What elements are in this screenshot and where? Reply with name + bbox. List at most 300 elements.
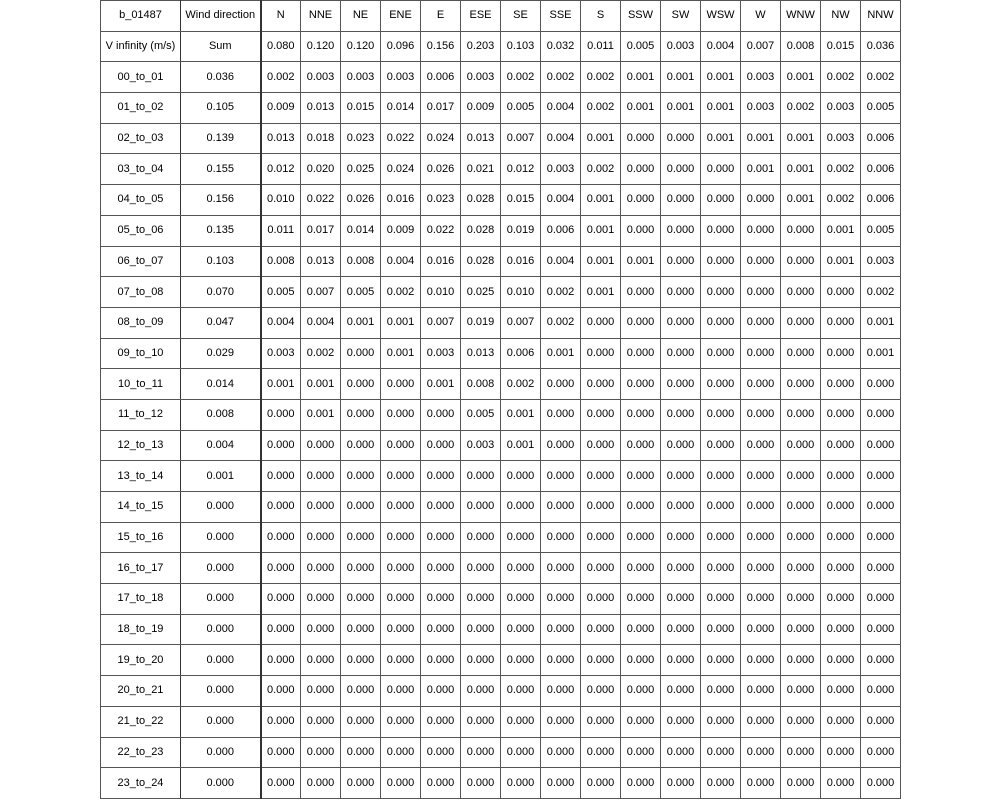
frequency-cell: 0.000 <box>621 461 661 492</box>
frequency-cell: 0.000 <box>781 369 821 400</box>
frequency-cell: 0.000 <box>461 676 501 707</box>
row-sum-cell: 0.105 <box>181 93 261 124</box>
table-row <box>101 246 901 277</box>
frequency-cell: 0.002 <box>861 62 901 93</box>
frequency-cell: 0.007 <box>501 123 541 154</box>
frequency-cell: 0.000 <box>501 522 541 553</box>
frequency-cell: 0.000 <box>821 461 861 492</box>
frequency-cell: 0.000 <box>741 277 781 308</box>
frequency-cell: 0.000 <box>781 553 821 584</box>
frequency-cell: 0.000 <box>581 768 621 799</box>
frequency-cell: 0.001 <box>701 123 741 154</box>
frequency-cell: 0.000 <box>501 768 541 799</box>
frequency-cell: 0.005 <box>501 93 541 124</box>
frequency-cell: 0.000 <box>861 430 901 461</box>
direction-header-n: N <box>261 1 301 32</box>
row-sum-cell: 0.000 <box>181 522 261 553</box>
frequency-cell: 0.000 <box>541 461 581 492</box>
frequency-cell: 0.001 <box>821 246 861 277</box>
frequency-cell: 0.010 <box>421 277 461 308</box>
speed-bin-label: 16_to_17 <box>101 553 181 584</box>
frequency-cell: 0.023 <box>341 123 381 154</box>
frequency-cell: 0.003 <box>421 338 461 369</box>
frequency-cell: 0.000 <box>381 430 421 461</box>
table-row <box>101 123 901 154</box>
table-row <box>101 584 901 615</box>
frequency-cell: 0.000 <box>581 522 621 553</box>
frequency-cell: 0.000 <box>741 185 781 216</box>
frequency-cell: 0.000 <box>741 584 781 615</box>
speed-bin-label: 11_to_12 <box>101 399 181 430</box>
frequency-cell: 0.000 <box>621 768 661 799</box>
frequency-cell: 0.000 <box>541 737 581 768</box>
frequency-cell: 0.014 <box>341 215 381 246</box>
frequency-cell: 0.000 <box>621 123 661 154</box>
frequency-cell: 0.000 <box>381 553 421 584</box>
direction-header-nne: NNE <box>301 1 341 32</box>
frequency-cell: 0.000 <box>341 522 381 553</box>
frequency-cell: 0.002 <box>821 154 861 185</box>
direction-header-nnw: NNW <box>861 1 901 32</box>
row-sum-cell: 0.008 <box>181 399 261 430</box>
frequency-cell: 0.004 <box>261 307 301 338</box>
row-sum-cell: 0.047 <box>181 307 261 338</box>
frequency-cell: 0.000 <box>421 430 461 461</box>
frequency-cell: 0.000 <box>861 614 901 645</box>
wind-direction-header: Wind direction <box>181 1 261 32</box>
frequency-cell: 0.000 <box>621 399 661 430</box>
frequency-cell: 0.002 <box>261 62 301 93</box>
frequency-cell: 0.000 <box>301 553 341 584</box>
row-sum-cell: 0.155 <box>181 154 261 185</box>
frequency-cell: 0.000 <box>661 369 701 400</box>
frequency-cell: 0.001 <box>741 123 781 154</box>
frequency-cell: 0.000 <box>541 553 581 584</box>
frequency-cell: 0.000 <box>301 645 341 676</box>
frequency-cell: 0.000 <box>381 706 421 737</box>
frequency-cell: 0.000 <box>661 614 701 645</box>
frequency-cell: 0.000 <box>501 584 541 615</box>
frequency-cell: 0.000 <box>381 768 421 799</box>
frequency-cell: 0.000 <box>781 338 821 369</box>
frequency-cell: 0.000 <box>381 645 421 676</box>
frequency-cell: 0.011 <box>261 215 301 246</box>
frequency-cell: 0.028 <box>461 215 501 246</box>
frequency-cell: 0.000 <box>341 614 381 645</box>
frequency-cell: 0.000 <box>741 399 781 430</box>
frequency-cell: 0.000 <box>581 737 621 768</box>
frequency-cell: 0.000 <box>741 737 781 768</box>
frequency-cell: 0.000 <box>421 768 461 799</box>
speed-bin-label: 04_to_05 <box>101 185 181 216</box>
frequency-cell: 0.000 <box>701 399 741 430</box>
frequency-cell: 0.000 <box>581 645 621 676</box>
frequency-cell: 0.028 <box>461 246 501 277</box>
frequency-cell: 0.000 <box>621 338 661 369</box>
frequency-cell: 0.001 <box>661 62 701 93</box>
frequency-cell: 0.000 <box>621 737 661 768</box>
frequency-cell: 0.026 <box>341 185 381 216</box>
frequency-cell: 0.001 <box>701 62 741 93</box>
row-sum-cell: 0.000 <box>181 676 261 707</box>
frequency-cell: 0.005 <box>261 277 301 308</box>
frequency-cell: 0.003 <box>301 62 341 93</box>
frequency-cell: 0.003 <box>461 430 501 461</box>
frequency-cell: 0.000 <box>581 492 621 523</box>
frequency-cell: 0.000 <box>421 461 461 492</box>
frequency-cell: 0.000 <box>461 492 501 523</box>
frequency-cell: 0.000 <box>621 185 661 216</box>
frequency-cell: 0.000 <box>861 492 901 523</box>
frequency-cell: 0.000 <box>501 461 541 492</box>
speed-bin-label: 06_to_07 <box>101 246 181 277</box>
frequency-cell: 0.000 <box>301 430 341 461</box>
frequency-cell: 0.025 <box>461 277 501 308</box>
frequency-cell: 0.000 <box>341 645 381 676</box>
frequency-cell: 0.000 <box>421 614 461 645</box>
frequency-cell: 0.002 <box>501 369 541 400</box>
frequency-cell: 0.000 <box>341 737 381 768</box>
frequency-cell: 0.000 <box>541 492 581 523</box>
direction-sum-nnw: 0.036 <box>861 31 901 62</box>
speed-bin-label: 10_to_11 <box>101 369 181 400</box>
frequency-cell: 0.000 <box>581 584 621 615</box>
frequency-cell: 0.000 <box>861 645 901 676</box>
frequency-cell: 0.000 <box>461 614 501 645</box>
frequency-cell: 0.000 <box>781 461 821 492</box>
frequency-cell: 0.000 <box>661 737 701 768</box>
frequency-cell: 0.000 <box>621 522 661 553</box>
frequency-cell: 0.000 <box>781 522 821 553</box>
frequency-cell: 0.000 <box>301 737 341 768</box>
table-row <box>101 307 901 338</box>
speed-bin-label: 12_to_13 <box>101 430 181 461</box>
frequency-cell: 0.000 <box>541 430 581 461</box>
table-row <box>101 706 901 737</box>
direction-header-e: E <box>421 1 461 32</box>
frequency-cell: 0.000 <box>301 584 341 615</box>
frequency-cell: 0.015 <box>341 93 381 124</box>
direction-sum-ene: 0.096 <box>381 31 421 62</box>
frequency-cell: 0.009 <box>461 93 501 124</box>
frequency-cell: 0.000 <box>781 737 821 768</box>
frequency-cell: 0.000 <box>821 584 861 615</box>
frequency-cell: 0.000 <box>701 369 741 400</box>
direction-header-sse: SSE <box>541 1 581 32</box>
direction-sum-sw: 0.003 <box>661 31 701 62</box>
frequency-cell: 0.007 <box>421 307 461 338</box>
frequency-cell: 0.001 <box>581 246 621 277</box>
direction-sum-se: 0.103 <box>501 31 541 62</box>
frequency-cell: 0.001 <box>581 277 621 308</box>
frequency-cell: 0.000 <box>501 553 541 584</box>
frequency-cell: 0.000 <box>661 553 701 584</box>
frequency-cell: 0.000 <box>701 706 741 737</box>
frequency-cell: 0.000 <box>341 768 381 799</box>
frequency-cell: 0.000 <box>701 614 741 645</box>
row-sum-cell: 0.014 <box>181 369 261 400</box>
frequency-cell: 0.000 <box>741 522 781 553</box>
frequency-cell: 0.000 <box>861 553 901 584</box>
frequency-cell: 0.000 <box>741 338 781 369</box>
frequency-cell: 0.000 <box>261 399 301 430</box>
frequency-cell: 0.005 <box>861 93 901 124</box>
frequency-cell: 0.001 <box>701 93 741 124</box>
frequency-cell: 0.000 <box>781 246 821 277</box>
frequency-cell: 0.018 <box>301 123 341 154</box>
frequency-cell: 0.000 <box>821 553 861 584</box>
frequency-cell: 0.000 <box>261 706 301 737</box>
frequency-cell: 0.002 <box>541 62 581 93</box>
frequency-cell: 0.017 <box>421 93 461 124</box>
frequency-cell: 0.000 <box>421 399 461 430</box>
frequency-cell: 0.000 <box>781 706 821 737</box>
frequency-cell: 0.000 <box>861 522 901 553</box>
frequency-cell: 0.000 <box>341 399 381 430</box>
frequency-cell: 0.013 <box>461 338 501 369</box>
frequency-cell: 0.014 <box>381 93 421 124</box>
frequency-cell: 0.000 <box>421 492 461 523</box>
frequency-cell: 0.007 <box>301 277 341 308</box>
frequency-cell: 0.001 <box>781 62 821 93</box>
table-id-cell: b_01487 <box>101 1 181 32</box>
direction-sum-nne: 0.120 <box>301 31 341 62</box>
direction-header-wsw: WSW <box>701 1 741 32</box>
frequency-cell: 0.000 <box>821 369 861 400</box>
frequency-cell: 0.002 <box>861 277 901 308</box>
frequency-cell: 0.000 <box>821 676 861 707</box>
frequency-cell: 0.000 <box>741 645 781 676</box>
table-row <box>101 93 901 124</box>
frequency-cell: 0.000 <box>581 461 621 492</box>
direction-sum-nw: 0.015 <box>821 31 861 62</box>
frequency-cell: 0.000 <box>861 676 901 707</box>
speed-bin-label: 01_to_02 <box>101 93 181 124</box>
table-row <box>101 154 901 185</box>
direction-sum-e: 0.156 <box>421 31 461 62</box>
frequency-cell: 0.000 <box>661 676 701 707</box>
frequency-cell: 0.000 <box>501 676 541 707</box>
frequency-cell: 0.021 <box>461 154 501 185</box>
frequency-cell: 0.000 <box>461 706 501 737</box>
frequency-cell: 0.000 <box>821 768 861 799</box>
frequency-cell: 0.000 <box>581 676 621 707</box>
frequency-cell: 0.000 <box>701 246 741 277</box>
frequency-cell: 0.000 <box>661 277 701 308</box>
frequency-cell: 0.001 <box>301 369 341 400</box>
frequency-cell: 0.013 <box>301 93 341 124</box>
frequency-cell: 0.006 <box>861 185 901 216</box>
frequency-cell: 0.000 <box>861 461 901 492</box>
frequency-cell: 0.028 <box>461 185 501 216</box>
frequency-cell: 0.003 <box>741 62 781 93</box>
sum-label: Sum <box>181 31 261 62</box>
frequency-cell: 0.000 <box>661 215 701 246</box>
frequency-cell: 0.015 <box>501 185 541 216</box>
frequency-cell: 0.000 <box>341 492 381 523</box>
frequency-cell: 0.000 <box>621 676 661 707</box>
frequency-cell: 0.002 <box>821 185 861 216</box>
frequency-cell: 0.000 <box>341 338 381 369</box>
frequency-cell: 0.001 <box>381 307 421 338</box>
frequency-cell: 0.000 <box>621 614 661 645</box>
frequency-cell: 0.000 <box>741 706 781 737</box>
frequency-cell: 0.000 <box>701 307 741 338</box>
frequency-cell: 0.004 <box>381 246 421 277</box>
frequency-cell: 0.005 <box>461 399 501 430</box>
frequency-cell: 0.000 <box>661 768 701 799</box>
frequency-cell: 0.000 <box>701 185 741 216</box>
frequency-cell: 0.000 <box>861 584 901 615</box>
frequency-cell: 0.000 <box>581 614 621 645</box>
frequency-cell: 0.000 <box>821 522 861 553</box>
frequency-cell: 0.003 <box>461 62 501 93</box>
table-body <box>101 1 901 799</box>
frequency-cell: 0.000 <box>621 154 661 185</box>
frequency-cell: 0.006 <box>501 338 541 369</box>
frequency-cell: 0.000 <box>581 706 621 737</box>
frequency-cell: 0.000 <box>541 706 581 737</box>
frequency-cell: 0.001 <box>341 307 381 338</box>
frequency-cell: 0.000 <box>381 614 421 645</box>
frequency-cell: 0.001 <box>581 215 621 246</box>
speed-bin-label: 08_to_09 <box>101 307 181 338</box>
frequency-cell: 0.022 <box>301 185 341 216</box>
frequency-cell: 0.006 <box>861 123 901 154</box>
frequency-cell: 0.002 <box>581 93 621 124</box>
frequency-cell: 0.000 <box>341 430 381 461</box>
frequency-cell: 0.025 <box>341 154 381 185</box>
speed-bin-label: 20_to_21 <box>101 676 181 707</box>
table-row <box>101 277 901 308</box>
frequency-cell: 0.000 <box>701 768 741 799</box>
frequency-cell: 0.000 <box>781 768 821 799</box>
frequency-cell: 0.013 <box>461 123 501 154</box>
frequency-cell: 0.000 <box>461 737 501 768</box>
frequency-cell: 0.000 <box>781 614 821 645</box>
frequency-cell: 0.000 <box>621 277 661 308</box>
direction-sum-sse: 0.032 <box>541 31 581 62</box>
frequency-cell: 0.000 <box>741 369 781 400</box>
frequency-cell: 0.002 <box>381 277 421 308</box>
frequency-cell: 0.000 <box>701 522 741 553</box>
frequency-cell: 0.000 <box>581 553 621 584</box>
row-sum-cell: 0.029 <box>181 338 261 369</box>
frequency-cell: 0.003 <box>741 93 781 124</box>
frequency-cell: 0.000 <box>301 522 341 553</box>
frequency-cell: 0.000 <box>301 614 341 645</box>
frequency-cell: 0.000 <box>301 492 341 523</box>
row-sum-cell: 0.001 <box>181 461 261 492</box>
direction-header-w: W <box>741 1 781 32</box>
frequency-cell: 0.000 <box>581 338 621 369</box>
speed-bin-label: 18_to_19 <box>101 614 181 645</box>
frequency-cell: 0.000 <box>341 461 381 492</box>
frequency-cell: 0.000 <box>701 154 741 185</box>
row-sum-cell: 0.000 <box>181 614 261 645</box>
frequency-cell: 0.000 <box>341 553 381 584</box>
frequency-cell: 0.000 <box>501 706 541 737</box>
frequency-cell: 0.001 <box>861 307 901 338</box>
v-infinity-label: V infinity (m/s) <box>101 31 181 62</box>
frequency-cell: 0.000 <box>581 399 621 430</box>
frequency-cell: 0.002 <box>301 338 341 369</box>
frequency-cell: 0.000 <box>301 676 341 707</box>
table-row <box>101 737 901 768</box>
speed-bin-label: 09_to_10 <box>101 338 181 369</box>
frequency-cell: 0.000 <box>621 706 661 737</box>
speed-bin-label: 00_to_01 <box>101 62 181 93</box>
frequency-cell: 0.000 <box>861 399 901 430</box>
frequency-cell: 0.000 <box>701 277 741 308</box>
frequency-cell: 0.000 <box>821 706 861 737</box>
frequency-cell: 0.000 <box>261 614 301 645</box>
frequency-cell: 0.007 <box>501 307 541 338</box>
frequency-cell: 0.000 <box>501 614 541 645</box>
row-sum-cell: 0.000 <box>181 645 261 676</box>
frequency-cell: 0.003 <box>861 246 901 277</box>
frequency-cell: 0.000 <box>621 553 661 584</box>
table-row <box>101 768 901 799</box>
frequency-cell: 0.000 <box>381 461 421 492</box>
frequency-cell: 0.000 <box>301 706 341 737</box>
frequency-cell: 0.001 <box>861 338 901 369</box>
frequency-cell: 0.000 <box>301 768 341 799</box>
frequency-cell: 0.003 <box>341 62 381 93</box>
frequency-cell: 0.000 <box>701 492 741 523</box>
frequency-cell: 0.000 <box>621 369 661 400</box>
frequency-cell: 0.001 <box>501 399 541 430</box>
frequency-cell: 0.000 <box>541 676 581 707</box>
frequency-cell: 0.000 <box>821 492 861 523</box>
frequency-cell: 0.000 <box>501 645 541 676</box>
frequency-cell: 0.000 <box>781 215 821 246</box>
frequency-cell: 0.000 <box>781 277 821 308</box>
frequency-cell: 0.004 <box>541 246 581 277</box>
header-row <box>101 1 901 32</box>
frequency-cell: 0.000 <box>861 737 901 768</box>
row-sum-cell: 0.000 <box>181 584 261 615</box>
frequency-cell: 0.000 <box>381 737 421 768</box>
frequency-cell: 0.000 <box>701 338 741 369</box>
row-sum-cell: 0.156 <box>181 185 261 216</box>
direction-sum-wsw: 0.004 <box>701 31 741 62</box>
frequency-cell: 0.001 <box>621 246 661 277</box>
direction-header-ene: ENE <box>381 1 421 32</box>
frequency-cell: 0.000 <box>781 307 821 338</box>
row-sum-cell: 0.000 <box>181 553 261 584</box>
table-row <box>101 185 901 216</box>
frequency-cell: 0.016 <box>421 246 461 277</box>
frequency-cell: 0.023 <box>421 185 461 216</box>
direction-header-s: S <box>581 1 621 32</box>
direction-sum-n: 0.080 <box>261 31 301 62</box>
frequency-cell: 0.000 <box>261 492 301 523</box>
speed-bin-label: 23_to_24 <box>101 768 181 799</box>
row-sum-cell: 0.103 <box>181 246 261 277</box>
frequency-cell: 0.000 <box>661 706 701 737</box>
frequency-cell: 0.004 <box>541 93 581 124</box>
frequency-cell: 0.000 <box>541 522 581 553</box>
frequency-cell: 0.000 <box>781 676 821 707</box>
frequency-cell: 0.001 <box>781 123 821 154</box>
frequency-cell: 0.000 <box>661 185 701 216</box>
frequency-cell: 0.000 <box>741 553 781 584</box>
frequency-cell: 0.003 <box>821 93 861 124</box>
frequency-cell: 0.000 <box>381 584 421 615</box>
frequency-cell: 0.000 <box>661 522 701 553</box>
frequency-cell: 0.010 <box>261 185 301 216</box>
